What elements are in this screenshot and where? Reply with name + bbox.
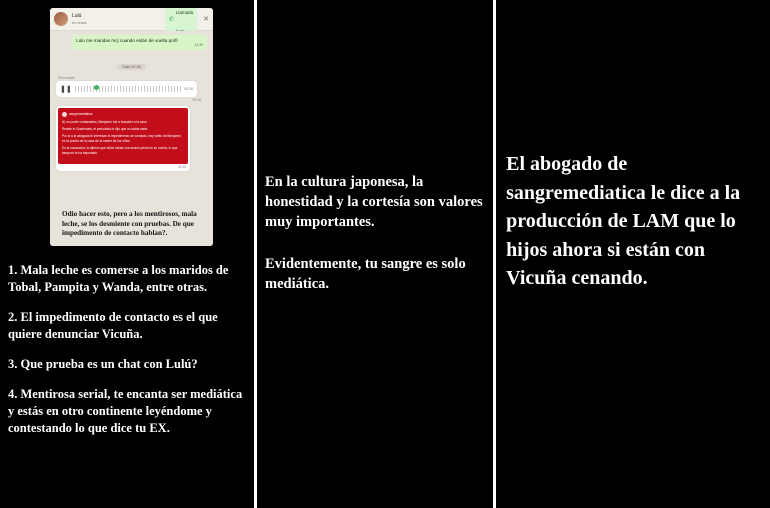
phone-icon: ✆ <box>168 16 174 23</box>
play-icon[interactable]: ❚❚ <box>60 85 72 93</box>
close-icon[interactable]: ✕ <box>203 16 209 23</box>
shared-image-message[interactable] <box>56 106 190 171</box>
post-avatar <box>62 112 67 117</box>
post-paragraph-2: Reside in Guatemala, el periodista le dijo que no sabía nada <box>62 126 148 131</box>
forwarded-label: Reenviado <box>58 75 76 80</box>
list-item: 3. Que prueba es un chat con Lulú? <box>8 357 198 371</box>
middle-paragraph-2: Evidentemente, tu sangre es solo mediática. <box>265 256 466 292</box>
audio-waveform[interactable] <box>75 86 181 92</box>
day-divider-label: Date 02:36 <box>117 64 146 70</box>
call-label: Llamada <box>175 10 194 15</box>
middle-text-block <box>265 172 487 316</box>
audio-playhead[interactable] <box>94 85 99 90</box>
post-paragraph-3: Por si a la abogada le interesan el impedimento de contacto, hay video de Benjamín en la puerta de la casa de la madre de los niños <box>62 134 181 143</box>
day-divider <box>56 55 207 73</box>
right-text-block: El abogado de sangremediatica le dice a la producción de LAM que lo hijos ahora si están con Vicuña cenando. <box>506 153 741 289</box>
instagram-post-screenshot <box>58 108 188 164</box>
post-paragraph-4: En la cucaracha, la dijeron que adiós iniciar una acción penal en su contra, lo que tampoco le ha importado. <box>62 146 178 155</box>
audio-timestamp: 04:18 <box>192 97 201 102</box>
message-timestamp: 13:39 <box>194 43 203 47</box>
list-item: 1. Mala leche es comerse a los maridos de Tobal, Pampita y Wanda, entre otras. <box>8 263 229 294</box>
chat-header <box>50 8 213 31</box>
post-header <box>62 112 184 117</box>
panel-right <box>496 0 770 508</box>
outgoing-message-text: Lulu me mandas mcj cuando están de vuelta porfi <box>76 38 178 43</box>
middle-paragraph-1: En la cultura japonesa, la honestidad y la cortesía son valores muy importantes. <box>265 174 483 230</box>
image-timestamp: 02:36 <box>177 164 186 169</box>
post-account: sangremediatica <box>69 112 93 116</box>
avatar <box>54 12 68 26</box>
audio-duration: 00:28 <box>183 86 193 91</box>
overlay-caption: Odio hacer esto, pero a los mentirosos, mala leche, se los desmiente con pruebas. De que impedimento de contacto hablan?. <box>62 210 197 237</box>
outgoing-message-bubble <box>72 35 207 50</box>
contact-status: en línea <box>72 20 87 25</box>
list-item: 2. El impedimento de contacto es el que quiere denunciar Vicuña. <box>8 310 218 341</box>
panel-left <box>0 0 254 508</box>
panel-middle <box>257 0 493 508</box>
post-paragraph-1: A) no poder contactarlos, Benjamín fue a buscarlo a la casa <box>62 119 147 124</box>
left-points-list <box>8 262 248 450</box>
contact-name: Lulú <box>72 13 82 19</box>
voice-message[interactable] <box>56 81 197 97</box>
list-item: 4. Mentirosa serial, te encanta ser mediática y estás en otro continente leyéndome y contestando lo que dice tu EX. <box>8 387 243 435</box>
